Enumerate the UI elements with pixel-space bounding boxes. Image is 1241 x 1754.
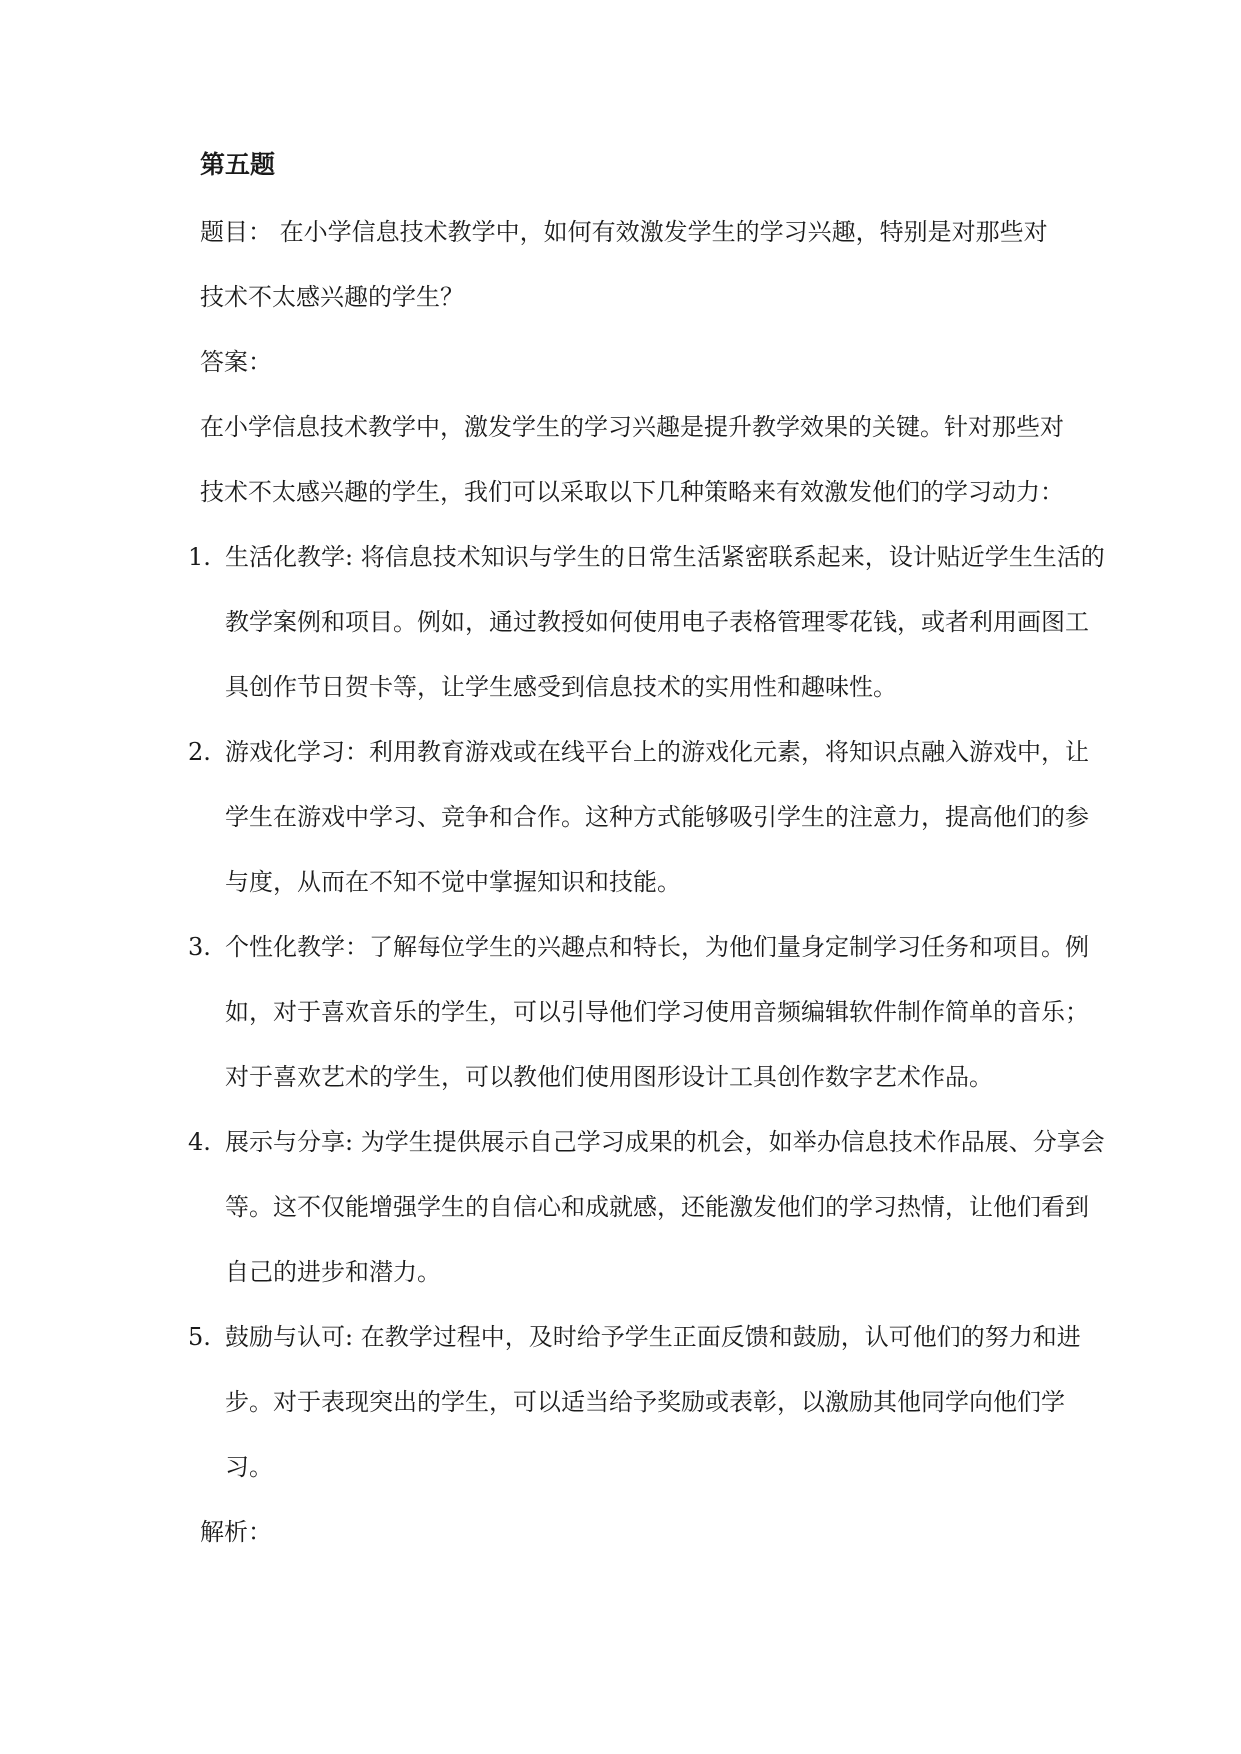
question-heading: 第五题 bbox=[200, 150, 276, 179]
list-item-number: 3. bbox=[188, 933, 211, 961]
list-item-text: 展示与分享: 为学生提供展示自己学习成果的机会，如举办信息技术作品展、分享会等。这不仅能增强学生的自信心和成就感，还能激发他们的学习热情，让他们看到自己的进步和潜力。 bbox=[225, 1128, 1105, 1286]
list-item-text: 游戏化学习：利用教育游戏或在线平台上的游戏化元素，将知识点融入游戏中，让学生在游戏中学习、竞争和合作。这种方式能够吸引学生的注意力，提高他们的参与度，从而在不知不觉中掌握知识和技能。 bbox=[225, 738, 1089, 896]
list-item-number: 1. bbox=[188, 543, 211, 571]
list-item-text: 生活化教学: 将信息技术知识与学生的日常生活紧密联系起来，设计贴近学生生活的教学案例和项目。例如，通过教授如何使用电子表格管理零花钱，或者利用画图工具创作节日贺卡等，让学生感受到信息技术的实用性和趣味性。 bbox=[225, 543, 1105, 701]
analysis-label: 解析： bbox=[200, 1518, 272, 1546]
question-line-2: 技术不太感兴趣的学生？ bbox=[200, 283, 464, 311]
intro-line-1: 在小学信息技术教学中，激发学生的学习兴趣是提升教学效果的关键。针对那些对 bbox=[200, 413, 1064, 441]
list-item-number: 5. bbox=[188, 1323, 211, 1351]
list-item-number: 4. bbox=[188, 1128, 211, 1156]
list-item-text: 个性化教学：了解每位学生的兴趣点和特长，为他们量身定制学习任务和项目。例如，对于喜欢音乐的学生，可以引导他们学习使用音频编辑软件制作简单的音乐；对于喜欢艺术的学生，可以教他们使用图形设计工具创作数字艺术作品。 bbox=[225, 933, 1089, 1091]
intro-line-2: 技术不太感兴趣的学生，我们可以采取以下几种策略来有效激发他们的学习动力： bbox=[200, 478, 1064, 506]
list-item-number: 2. bbox=[188, 738, 211, 766]
list-item-text: 鼓励与认可: 在教学过程中，及时给予学生正面反馈和鼓励，认可他们的努力和进步。对于表现突出的学生，可以适当给予奖励或表彰，以激励其他同学向他们学习。 bbox=[225, 1323, 1081, 1481]
answer-label: 答案： bbox=[200, 348, 272, 376]
question-line-1: 题目： 在小学信息技术教学中，如何有效激发学生的学习兴趣，特别是对那些对 bbox=[200, 218, 1048, 246]
